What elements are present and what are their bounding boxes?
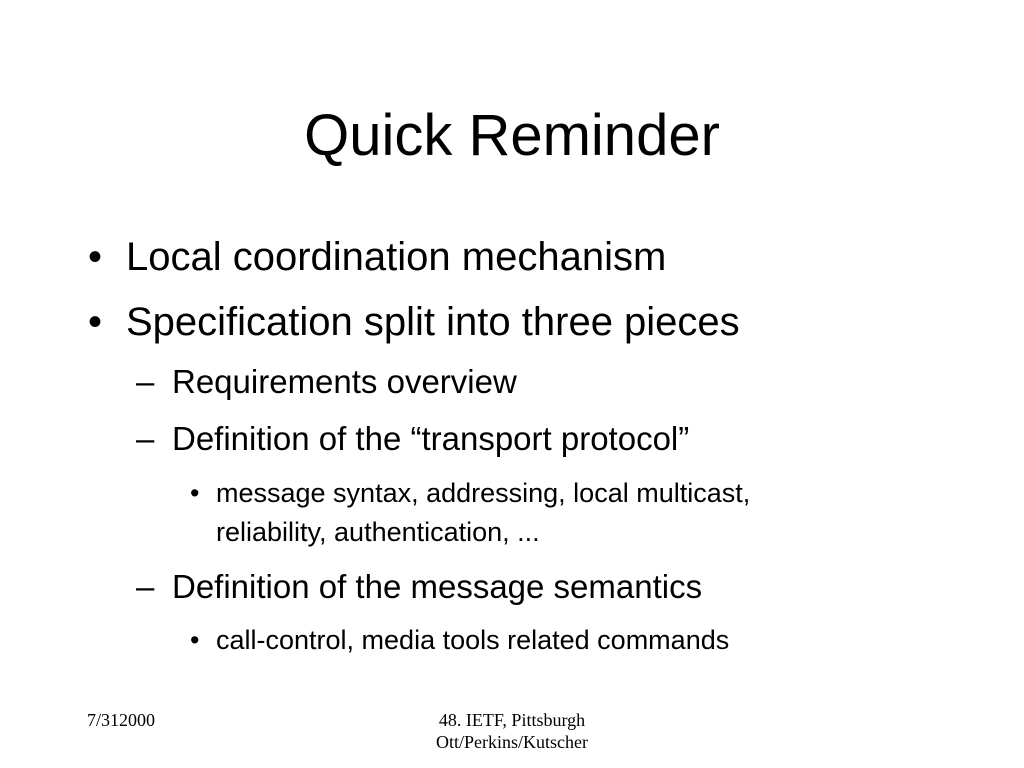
bullet-marker: •	[190, 478, 200, 508]
sub-bullet-text: Requirements overview	[172, 363, 517, 400]
sub-bullet-text: Definition of the “transport protocol”	[172, 420, 690, 457]
sub-sub-bullet-item	[190, 475, 910, 547]
bullet-text: Specification split into three pieces	[126, 300, 740, 344]
bullet-text: Local coordination mechanism	[126, 235, 667, 279]
sub-sub-bullet-text-line2: reliability, authentication, ...	[216, 517, 540, 547]
footer-authors: Ott/Perkins/Kutscher	[436, 732, 588, 752]
dash-marker: –	[136, 420, 155, 457]
bullet-item	[88, 294, 868, 350]
sub-bullet-item	[136, 417, 836, 461]
dash-marker: –	[136, 568, 155, 605]
slide-title: Quick Reminder	[304, 103, 720, 168]
sub-sub-bullet-item	[190, 622, 890, 658]
sub-bullet-item	[136, 360, 736, 404]
footer-center	[412, 709, 612, 753]
bullet-marker: •	[190, 625, 200, 655]
bullet-item	[88, 229, 788, 285]
sub-bullet-text: Definition of the message semantics	[172, 568, 703, 605]
footer-date: 7/312000	[87, 710, 156, 730]
bullet-marker: •	[88, 235, 103, 279]
bullet-marker: •	[88, 300, 103, 344]
dash-marker: –	[136, 363, 155, 400]
footer-event: 48. IETF, Pittsburgh	[438, 710, 586, 730]
sub-bullet-item	[136, 565, 836, 609]
sub-sub-bullet-text: call-control, media tools related commands	[216, 625, 730, 655]
sub-sub-bullet-text-line1: message syntax, addressing, local multicast,	[216, 478, 751, 508]
